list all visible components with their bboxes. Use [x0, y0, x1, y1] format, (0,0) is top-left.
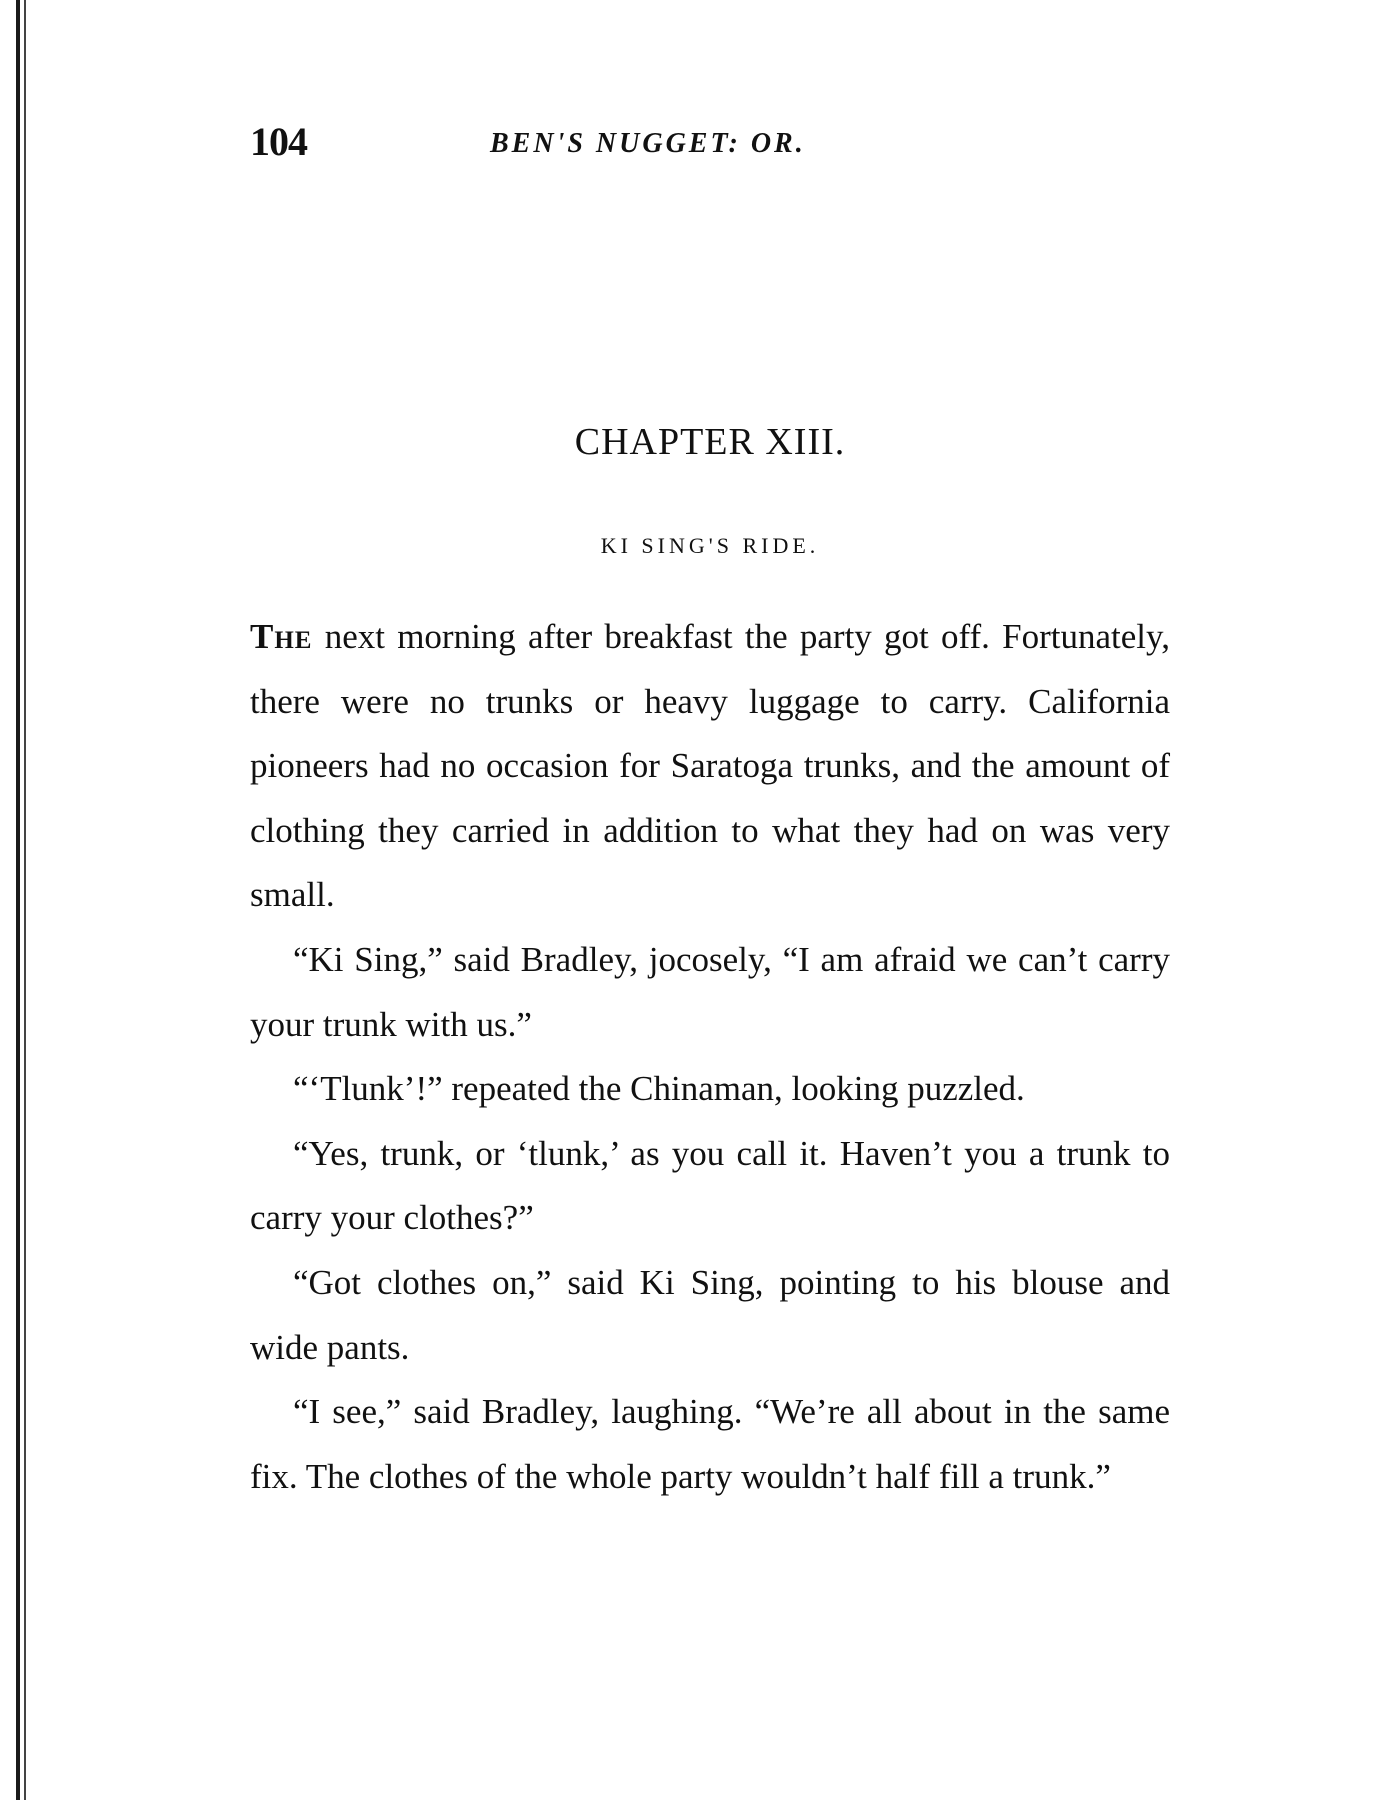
- paragraph-lead-word: The: [250, 617, 313, 656]
- paragraph-3: “‘Tlunk’!” repeated the Chinaman, looking puzzled.: [293, 1069, 1025, 1109]
- page-number: 104: [250, 119, 307, 164]
- paragraph-1: [250, 605, 1170, 928]
- book-page: [250, 0, 1170, 1800]
- paragraph-5: “Got clothes on,” said Ki Sing, pointing to his blouse and wide pants.: [250, 1262, 1170, 1367]
- binding-edge-line: [16, 0, 20, 1800]
- running-title: BEN'S NUGGET: OR.: [490, 128, 806, 159]
- binding-edge-line-thin: [24, 0, 26, 1800]
- paragraph-text: next morning after breakfast the party got off. Fortunately, there were no trunks or heavy luggage to carry. California pioneers had no occasion for Saratoga trunks, and the amount of clothing they carried in addition to what they had on was very small.: [250, 617, 1170, 915]
- paragraph-4: “Yes, trunk, or ‘tlunk,’ as you call it. Haven’t you a trunk to carry your clothes?”: [250, 1133, 1170, 1238]
- running-head: [250, 118, 1170, 178]
- paragraph-6: “I see,” said Bradley, laughing. “We’re all about in the same fix. The clothes of the whole party wouldn’t half fill a trunk.”: [250, 1392, 1170, 1496]
- paragraph-2: “Ki Sing,” said Bradley, jocosely, “I am afraid we can’t carry your trunk with us.”: [250, 939, 1170, 1044]
- body-text: [250, 605, 1170, 1509]
- chapter-title: CHAPTER XIII.: [574, 421, 846, 463]
- chapter-subtitle: KI SING'S RIDE.: [600, 533, 820, 558]
